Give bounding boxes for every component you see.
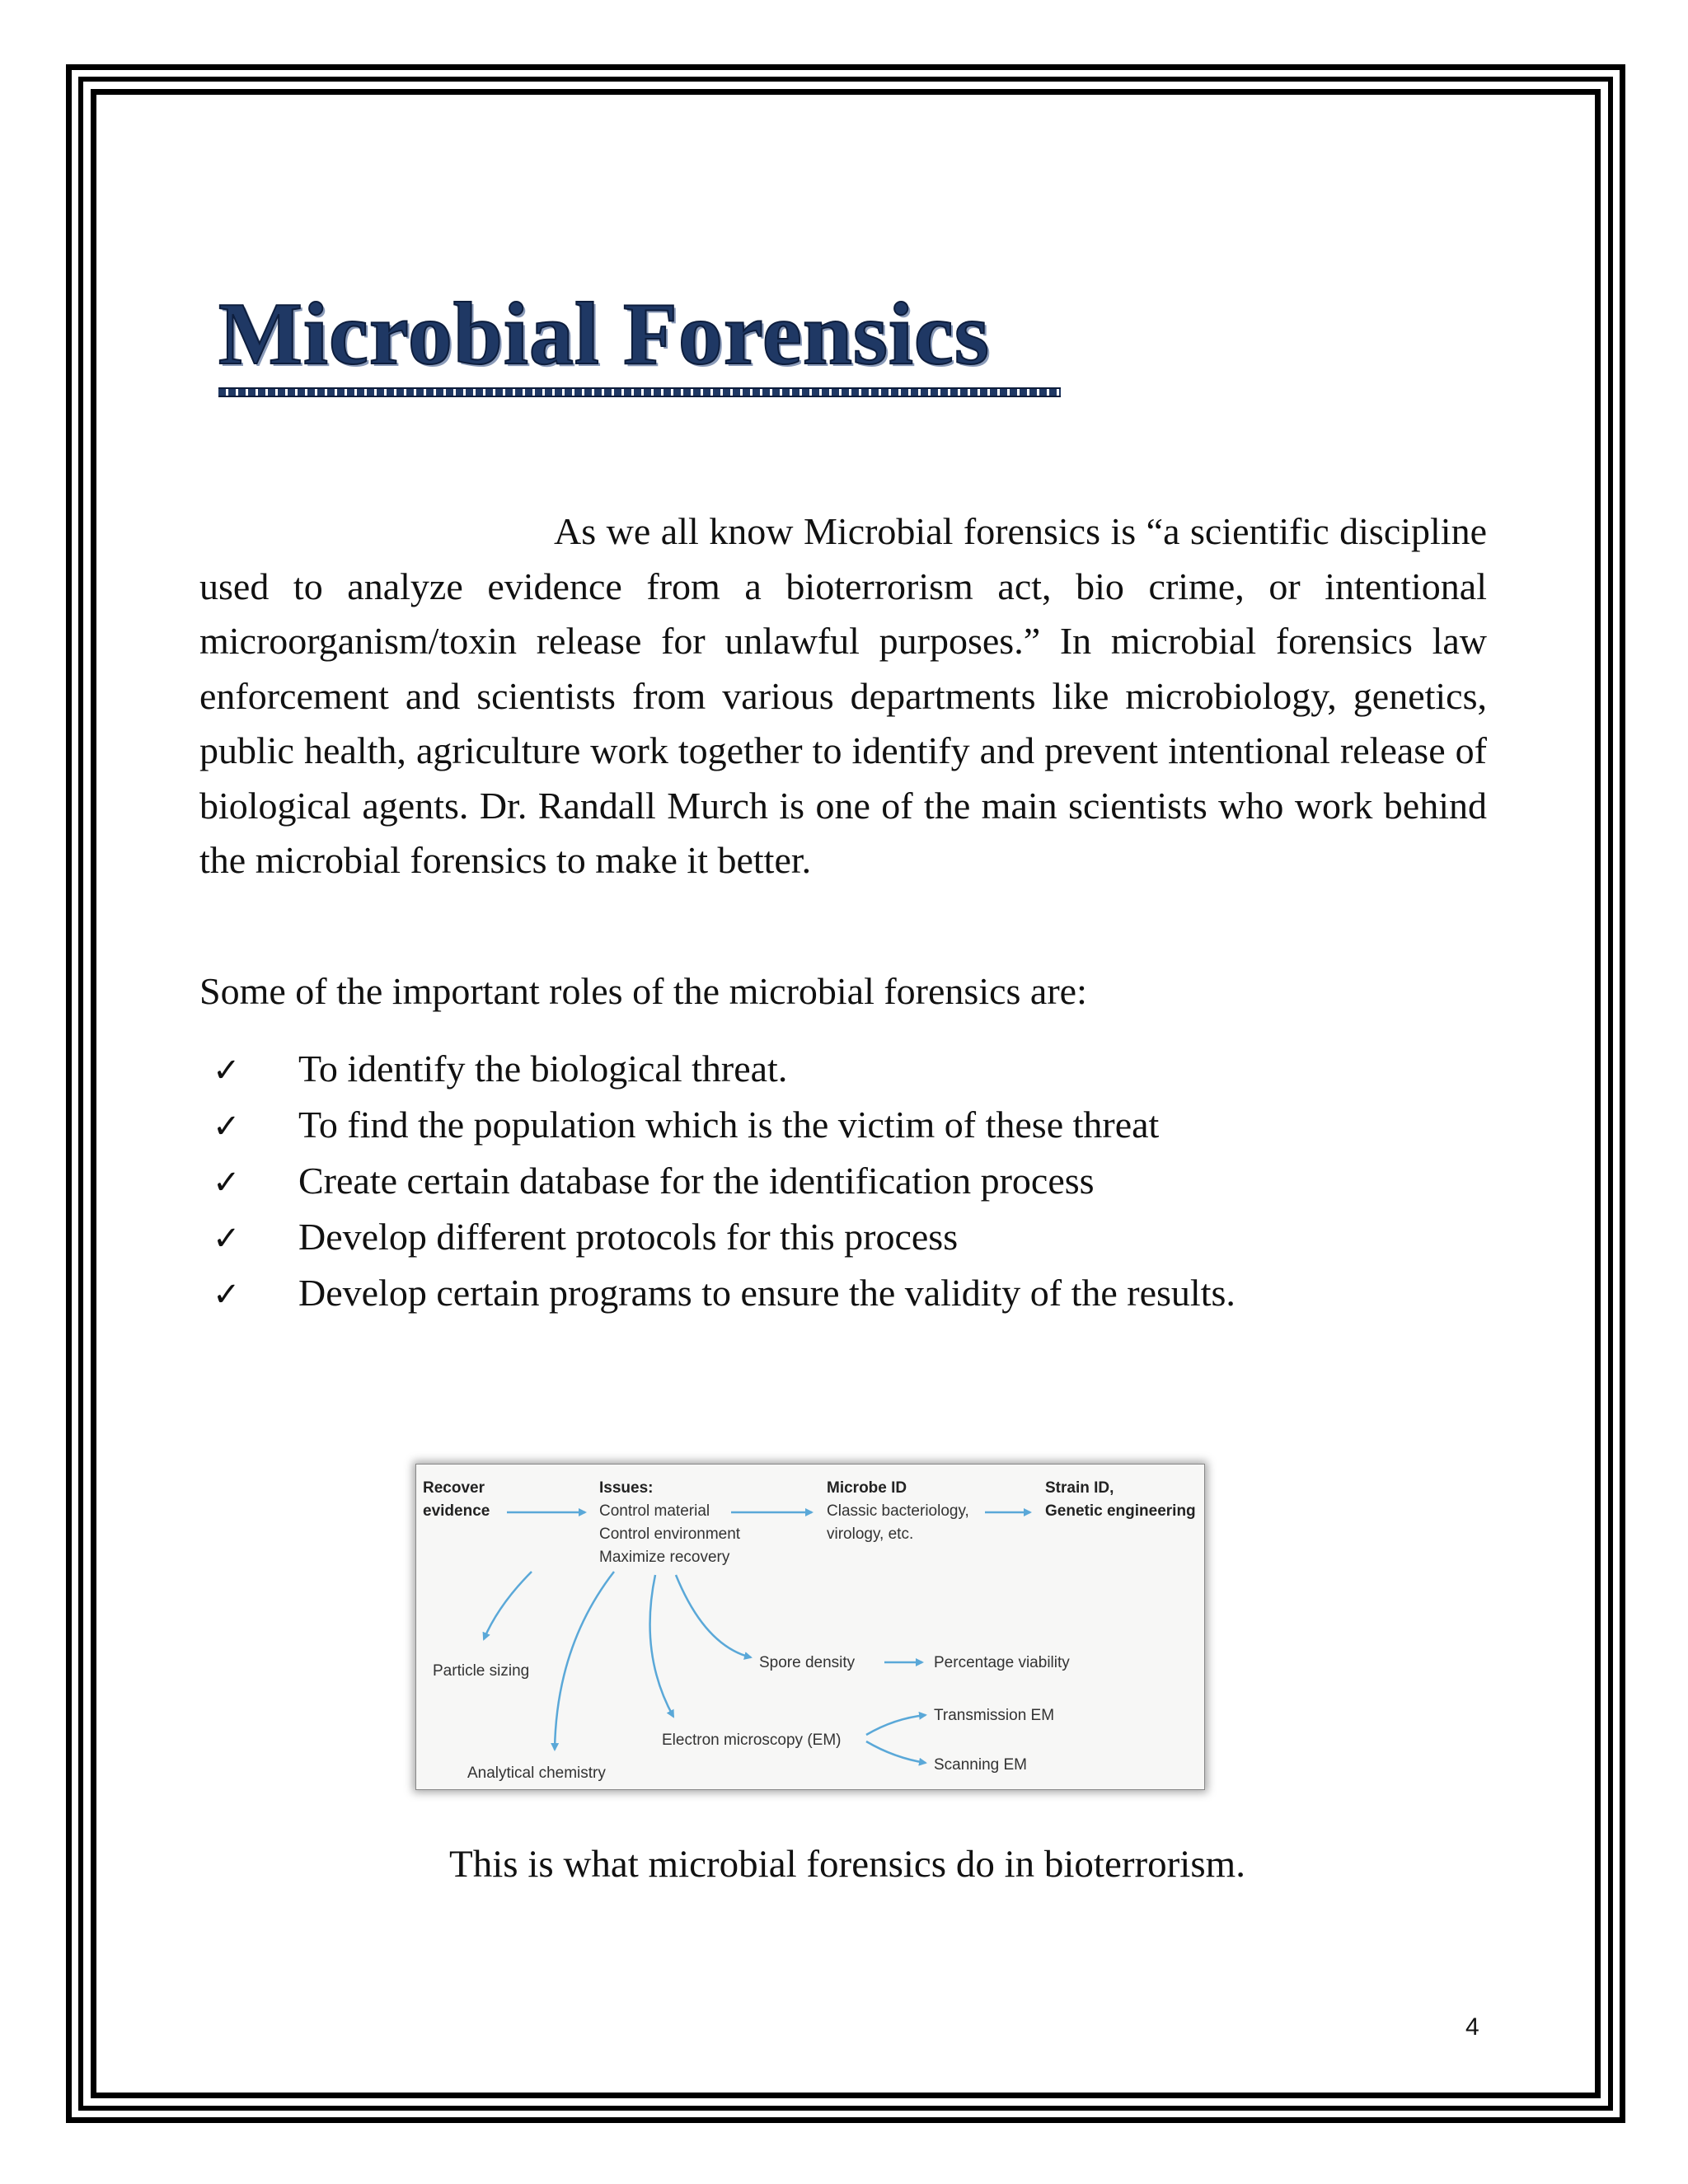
list-item-text: To find the population which is the victim of these threat: [298, 1104, 1160, 1146]
label-scanning-em: Scanning EM: [934, 1756, 1028, 1774]
checkmark-icon: ✓: [213, 1108, 241, 1146]
list-item-text: Create certain database for the identification process: [298, 1160, 1095, 1202]
arrow-to-transmission-em: [866, 1715, 926, 1735]
list-item: [213, 1042, 1236, 1098]
checkmark-icon: ✓: [213, 1052, 241, 1090]
page-title: Microbial Forensics: [218, 285, 990, 383]
title-underline: [218, 387, 1061, 397]
arrow-to-spore-density: [676, 1575, 751, 1657]
label-control-material: Control material: [599, 1502, 710, 1520]
label-electron-microscopy: Electron microscopy (EM): [662, 1732, 842, 1749]
label-control-environment: Control environment: [599, 1526, 741, 1543]
list-item-text: Develop different protocols for this process: [298, 1216, 959, 1258]
label-strain-id: Strain ID,: [1045, 1479, 1114, 1497]
label-issues: Issues:: [599, 1479, 654, 1497]
list-item: [213, 1098, 1236, 1154]
label-virology: virology, etc.: [827, 1526, 914, 1543]
roles-intro: Some of the important roles of the microbial forensics are:: [199, 970, 1087, 1012]
page-number: 4: [1465, 2013, 1479, 2041]
label-particle-sizing: Particle sizing: [433, 1662, 530, 1680]
label-genetic-engineering: Genetic engineering: [1045, 1502, 1196, 1520]
arrow-to-particle-sizing: [484, 1572, 532, 1639]
checkmark-icon: ✓: [213, 1164, 241, 1202]
list-item: [213, 1266, 1236, 1322]
label-spore-density: Spore density: [759, 1654, 856, 1671]
body-paragraph: As we all know Microbial forensics is “a scientific discipline used to analyze evidence from a bioterrorism act, bio crime, or intentional microorganism/toxin release for unlawful purposes.” In microbial forensics law enforcement and scientists from various departments like microbiology, genetics, public health, agriculture work together to identify and prevent intentional release of biological agents. Dr. Randall Murch is one of the main scientists who work behind the microbial forensics to make it better.: [199, 510, 1487, 881]
list-item-text: To identify the biological threat.: [298, 1047, 788, 1090]
label-classic-bacteriology: Classic bacteriology,: [827, 1502, 969, 1520]
checkmark-icon: ✓: [213, 1220, 241, 1258]
label-percentage-viability: Percentage viability: [934, 1654, 1070, 1671]
label-maximize-recovery: Maximize recovery: [599, 1549, 730, 1566]
checkmark-icon: ✓: [213, 1276, 241, 1314]
figure-caption: This is what microbial forensics do in bioterrorism.: [449, 1843, 1245, 1886]
label-transmission-em: Transmission EM: [934, 1707, 1055, 1724]
arrow-to-analytical-chemistry: [555, 1572, 614, 1750]
list-item: [213, 1210, 1236, 1266]
diagram-svg: [416, 1465, 1206, 1791]
list-item: [213, 1154, 1236, 1210]
roles-list: [213, 1042, 1236, 1322]
label-recover: Recover: [423, 1479, 485, 1497]
forensics-diagram: [415, 1464, 1205, 1790]
arrow-to-scanning-em: [866, 1741, 926, 1763]
arrow-to-electron-microscopy: [650, 1575, 673, 1717]
label-microbe-id: Microbe ID: [827, 1479, 907, 1497]
list-item-text: Develop certain programs to ensure the validity of the results.: [298, 1272, 1236, 1314]
label-evidence: evidence: [423, 1502, 490, 1520]
label-analytical-chemistry: Analytical chemistry: [467, 1765, 606, 1782]
